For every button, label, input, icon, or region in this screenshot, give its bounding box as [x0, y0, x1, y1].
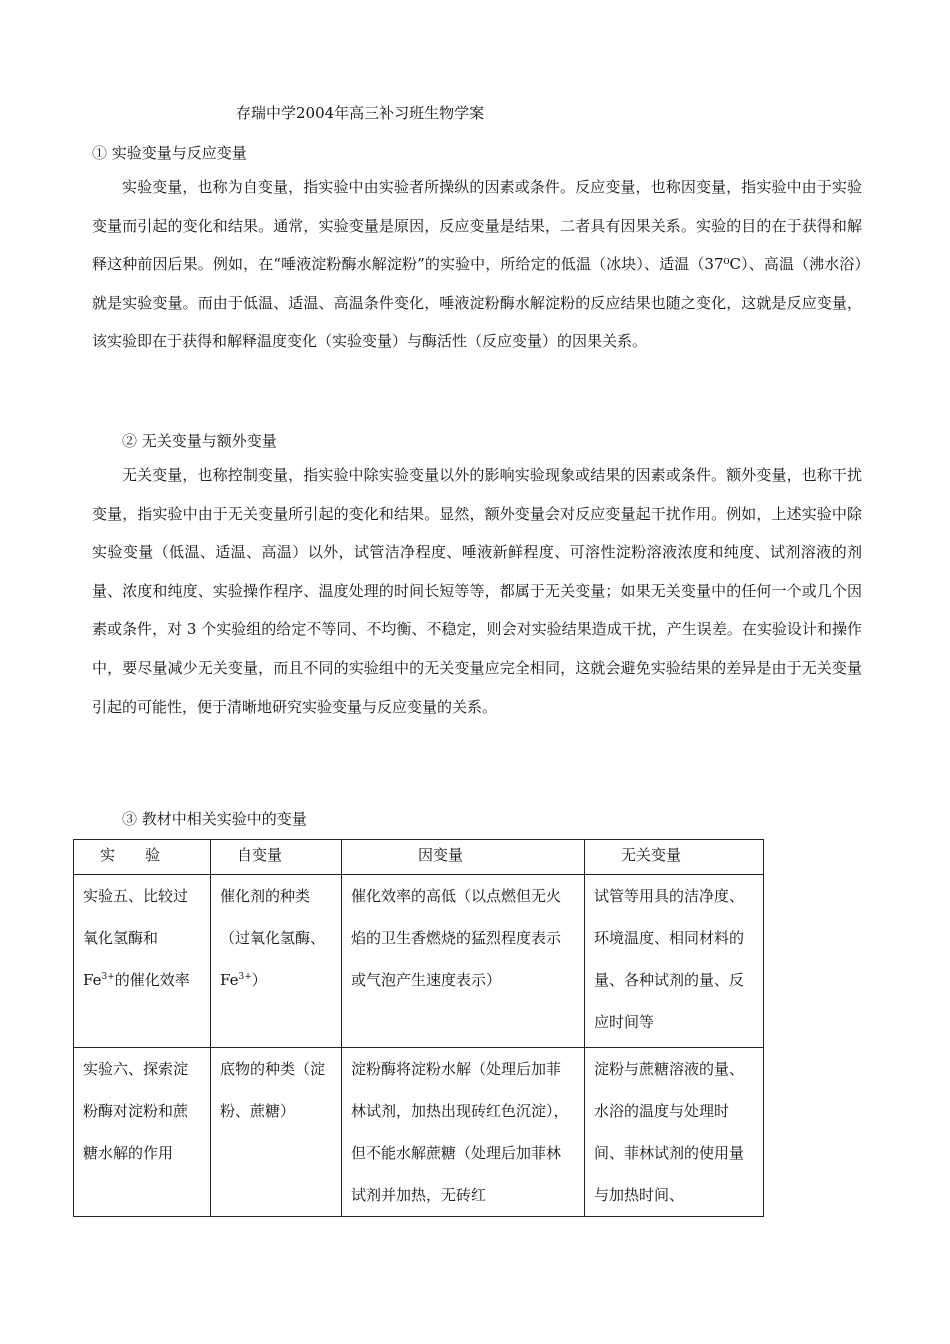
table-header-cell: 实 验 — [74, 840, 211, 875]
table-cell-irrelevant: 试管等用具的洁净度、环境温度、相同材料的量、各种试剂的量、反应时间等 — [585, 875, 764, 1048]
table-row — [74, 1048, 764, 1217]
section-heading-2: ② 无关变量与额外变量 — [122, 432, 277, 450]
section-heading-1: ① 实验变量与反应变量 — [92, 144, 247, 162]
table-header-cell: 无关变量 — [585, 840, 764, 875]
table-cell-independent: 催化剂的种类（过氧化氢酶、$Fe^{3+}$） — [211, 875, 342, 1048]
table-cell-experiment: 实验五、比较过氧化氢酶和$Fe^{3+}$的催化效率 — [74, 875, 211, 1048]
table-header-cell: 因变量 — [342, 840, 585, 875]
document-title: 存瑞中学2004年高三补习班生物学案 — [236, 104, 485, 122]
table-cell-irrelevant: 淀粉与蔗糖溶液的量、水浴的温度与处理时间、菲林试剂的使用量与加热时间、 — [585, 1048, 764, 1217]
section-heading-3: ③ 教材中相关实验中的变量 — [122, 810, 307, 828]
table-header-row — [74, 840, 764, 875]
section-paragraph-2: 无关变量，也称控制变量，指实验中除实验变量以外的影响实验现象或结果的因素或条件。额外变量，也称干扰变量，指实验中由于无关变量所引起的变化和结果。显然，额外变量会对反应变量起干扰作用。例如，上述实验中除实验变量（低温、适温、高温）以外，试管洁净程度、唾液新鲜程度、可溶性淀粉溶液浓度和纯度、试剂溶液的剂量、浓度和纯度、实验操作程序、温度处理的时间长短等等，都属于无关变量；如果无关变量中的任何一个或几个因素或条件，对 3 个实验组的给定不等同、不均衡、不稳定，则会对实验结果造成干扰，产生误差。在实验设计和操作中，要尽量减少无关变量，而且不同的实验组中的无关变量应完全相同，这就会避免实验结果的差异是由于无关变量引起的可能性，便于清晰地研究实验变量与反应变量的关系。 — [92, 466, 862, 716]
table-cell-experiment: 实验六、探索淀粉酶对淀粉和蔗糖水解的作用 — [74, 1048, 211, 1217]
variables-table — [73, 839, 764, 1217]
table-header-cell: 自变量 — [211, 840, 342, 875]
table-cell-dependent: 淀粉酶将淀粉水解（处理后加菲林试剂，加热出现砖红色沉淀），但不能水解蔗糖（处理后加菲林试剂并加热，无砖红 — [342, 1048, 585, 1217]
section-paragraph-1: 实验变量，也称为自变量，指实验中由实验者所操纵的因素或条件。反应变量，也称因变量，指实验中由于实验变量而引起的变化和结果。通常，实验变量是原因，反应变量是结果，二者具有因果关系。实验的目的在于获得和解释这种前因后果。例如，在“唾液淀粉酶水解淀粉”的实验中，所给定的低温（冰块）、适温（37⁰C）、高温（沸水浴）就是实验变量。而由于低温、适温、高温条件变化，唾液淀粉酶水解淀粉的反应结果也随之变化，这就是反应变量，该实验即在于获得和解释温度变化（实验变量）与酶活性（反应变量）的因果关系。 — [92, 178, 862, 351]
table-row — [74, 875, 764, 1048]
table-cell-dependent: 催化效率的高低（以点燃但无火焰的卫生香燃烧的猛烈程度表示或气泡产生速度表示） — [342, 875, 585, 1048]
table-cell-independent: 底物的种类（淀粉、蔗糖） — [211, 1048, 342, 1217]
